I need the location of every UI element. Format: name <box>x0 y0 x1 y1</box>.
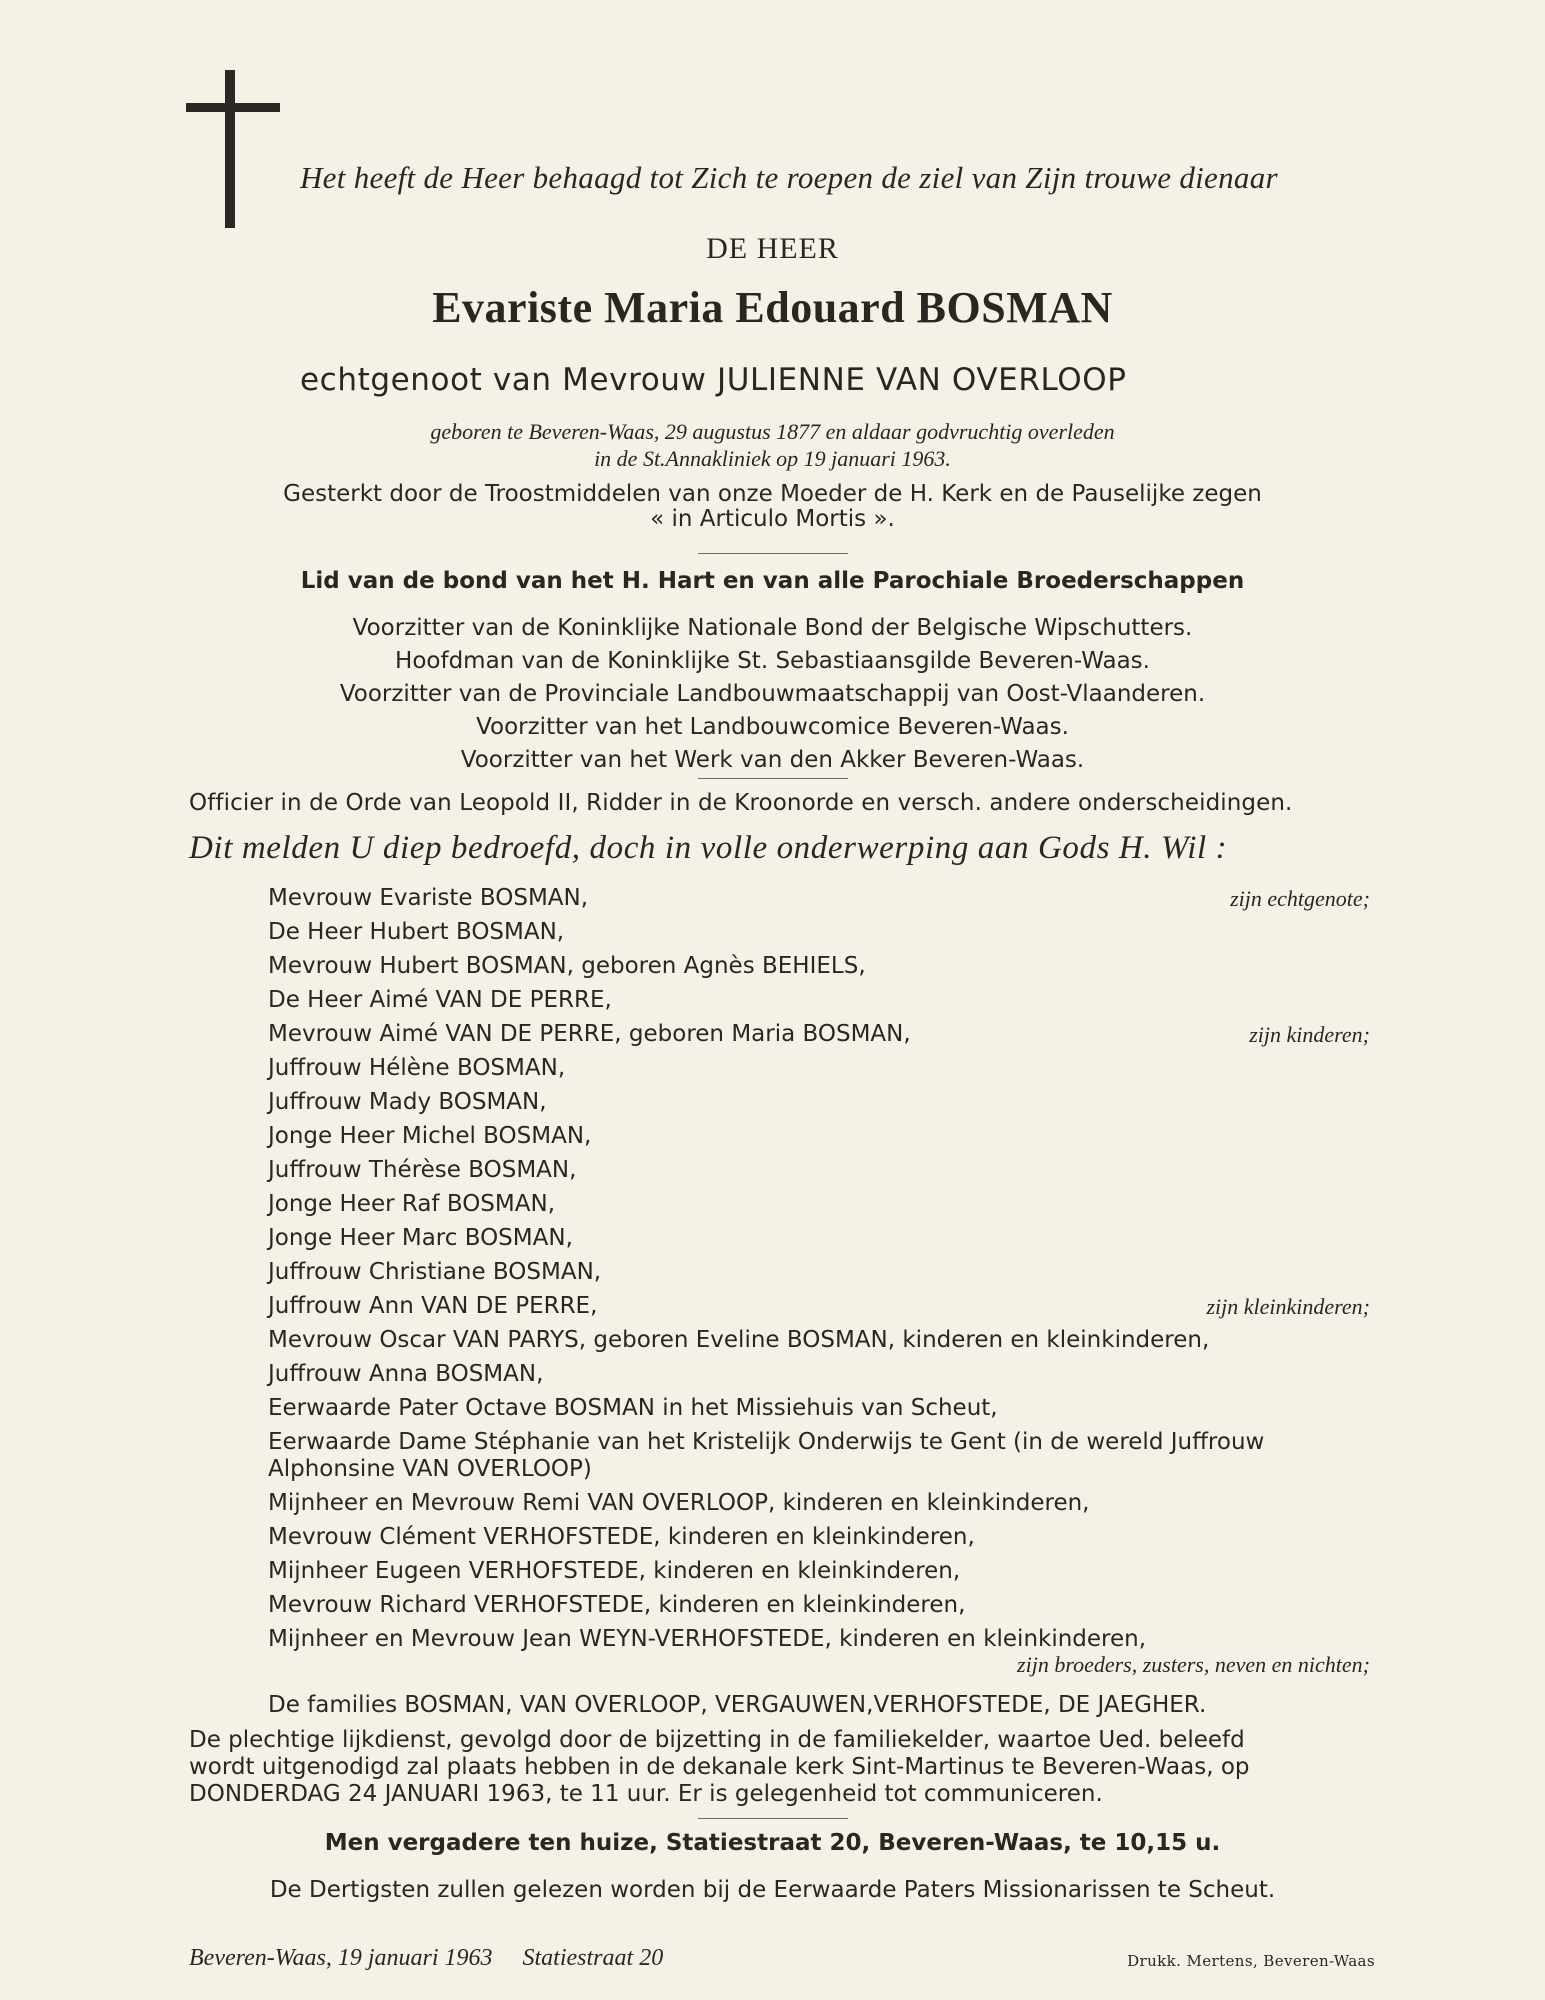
family-member: Jonge Heer Michel BOSMAN, <box>268 1123 592 1149</box>
service-block <box>189 1727 1369 1808</box>
family-member: Juffrouw Anna BOSMAN, <box>268 1361 544 1387</box>
service-line: wordt uitgenodigd zal plaats hebben in de dekanale kerk Sint-Martinus te Beveren-Waas, op <box>189 1754 1250 1780</box>
membership-line: Lid van de bond van het H. Hart en van alle Parochiale Broederschappen <box>300 568 1245 594</box>
role-item: Hoofdman van de Koninklijke St. Sebastiaansgilde Beveren-Waas. <box>395 648 1150 674</box>
family-member: Mevrouw Aimé VAN DE PERRE, geboren Maria BOSMAN, <box>268 1021 911 1047</box>
extended-family-line: Mevrouw Richard VERHOFSTEDE, kinderen en kleinkinderen, <box>268 1592 966 1618</box>
divider <box>698 778 848 779</box>
family-relation: zijn echtgenote; <box>1230 886 1370 911</box>
intro-text: Het heeft de Heer behaagd tot Zich te roepen de ziel van Zijn trouwe dienaar <box>300 160 1278 195</box>
divider <box>698 1818 848 1819</box>
extended-family-line: Mijnheer en Mevrouw Jean WEYN-VERHOFSTEDE, kinderen en kleinkinderen, <box>268 1626 1147 1652</box>
printer-credit: Drukk. Mertens, Beveren-Waas <box>1127 1952 1375 1970</box>
role-item: Voorzitter van het Landbouwcomice Beveren-Waas. <box>476 714 1069 740</box>
role-item: Voorzitter van het Werk van den Akker Beveren-Waas. <box>460 747 1085 773</box>
extended-family-line: Alphonsine VAN OVERLOOP) <box>268 1456 592 1482</box>
sacraments-line: Gesterkt door de Troostmiddelen van onze Moeder de H. Kerk en de Pauselijke zegen <box>283 481 1262 507</box>
extended-family-line: Mevrouw Clément VERHOFSTEDE, kinderen en kleinkinderen, <box>268 1524 975 1550</box>
sacraments-line: « in Articulo Mortis ». <box>650 506 895 532</box>
family-member: Juffrouw Thérèse BOSMAN, <box>268 1157 577 1183</box>
extended-family-line: Mijnheer Eugeen VERHOFSTEDE, kinderen en kleinkinderen, <box>268 1558 961 1584</box>
extended-family-line: Eerwaarde Dame Stéphanie van het Kristelijk Onderwijs te Gent (in de wereld Juffrouw <box>268 1429 1265 1455</box>
families-line: De families BOSMAN, VAN OVERLOOP, VERGAUWEN,VERHOFSTEDE, DE JAEGHER. <box>268 1692 1207 1718</box>
family-member: Mevrouw Oscar VAN PARYS, geboren Eveline BOSMAN, kinderen en kleinkinderen, <box>268 1327 1210 1353</box>
title-label: DE HEER <box>706 232 839 265</box>
family-member: Mevrouw Evariste BOSMAN, <box>268 885 589 911</box>
family-member: Mevrouw Hubert BOSMAN, geboren Agnès BEHIELS, <box>268 953 866 979</box>
family-member: Eerwaarde Pater Octave BOSMAN in het Missiehuis van Scheut, <box>268 1395 998 1421</box>
spouse-line: echtgenoot van Mevrouw JULIENNE VAN OVERLOOP <box>300 362 1127 398</box>
family-relation: zijn kinderen; <box>1249 1022 1370 1047</box>
cross-icon-bar <box>186 103 280 112</box>
announcement-line: Dit melden U diep bedroefd, doch in volle onderwerping aan Gods H. Wil : <box>189 830 1228 866</box>
gathering-line: Men vergadere ten huize, Statiestraat 20, Beveren-Waas, te 10,15 u. <box>324 1830 1221 1856</box>
role-item: Voorzitter van de Koninklijke Nationale Bond der Belgische Wipschutters. <box>352 615 1193 641</box>
family-member: Juffrouw Ann VAN DE PERRE, <box>268 1293 598 1319</box>
deceased-name: Evariste Maria Edouard BOSMAN <box>432 283 1113 332</box>
extended-family-line: Mijnheer en Mevrouw Remi VAN OVERLOOP, kinderen en kleinkinderen, <box>268 1490 1090 1516</box>
family-member: Jonge Heer Marc BOSMAN, <box>268 1225 573 1251</box>
service-line: DONDERDAG 24 JANUARI 1963, te 11 uur. Er is gelegenheid tot communiceren. <box>189 1781 1103 1807</box>
family-member: De Heer Hubert BOSMAN, <box>268 919 565 945</box>
birth-line: geboren te Beveren-Waas, 29 augustus 1877 en aldaar godvruchtig overleden <box>430 419 1115 444</box>
service-line: De plechtige lijkdienst, gevolgd door de bijzetting in de familiekelder, waartoe Ued. beleefd <box>189 1727 1245 1753</box>
role-item: Voorzitter van de Provinciale Landbouwmaatschappij van Oost-Vlaanderen. <box>339 681 1206 707</box>
family-member: Juffrouw Mady BOSMAN, <box>268 1089 547 1115</box>
family-relation: zijn kleinkinderen; <box>1206 1294 1370 1319</box>
family-member: De Heer Aimé VAN DE PERRE, <box>268 987 612 1013</box>
thirtieth-line: De Dertigsten zullen gelezen worden bij de Eerwaarde Paters Missionarissen te Scheut. <box>269 1877 1276 1903</box>
birth-death-block <box>0 418 1545 472</box>
family-member: Juffrouw Hélène BOSMAN, <box>268 1055 566 1081</box>
cross-icon <box>225 70 235 228</box>
footer-place-date: Beveren-Waas, 19 januari 1963 Statiestraat 20 <box>189 1945 664 1971</box>
death-line: in de St.Annakliniek op 19 januari 1963. <box>594 446 951 471</box>
family-relation: zijn broeders, zusters, neven en nichten; <box>1017 1652 1370 1677</box>
roles-list <box>0 612 1545 777</box>
honours-line: Officier in de Orde van Leopold II, Ridder in de Kroonorde en versch. andere onderscheidingen. <box>189 790 1293 816</box>
family-member: Jonge Heer Raf BOSMAN, <box>268 1191 556 1217</box>
sacraments-block <box>0 482 1545 532</box>
family-member: Juffrouw Christiane BOSMAN, <box>268 1259 602 1285</box>
divider <box>698 553 848 554</box>
